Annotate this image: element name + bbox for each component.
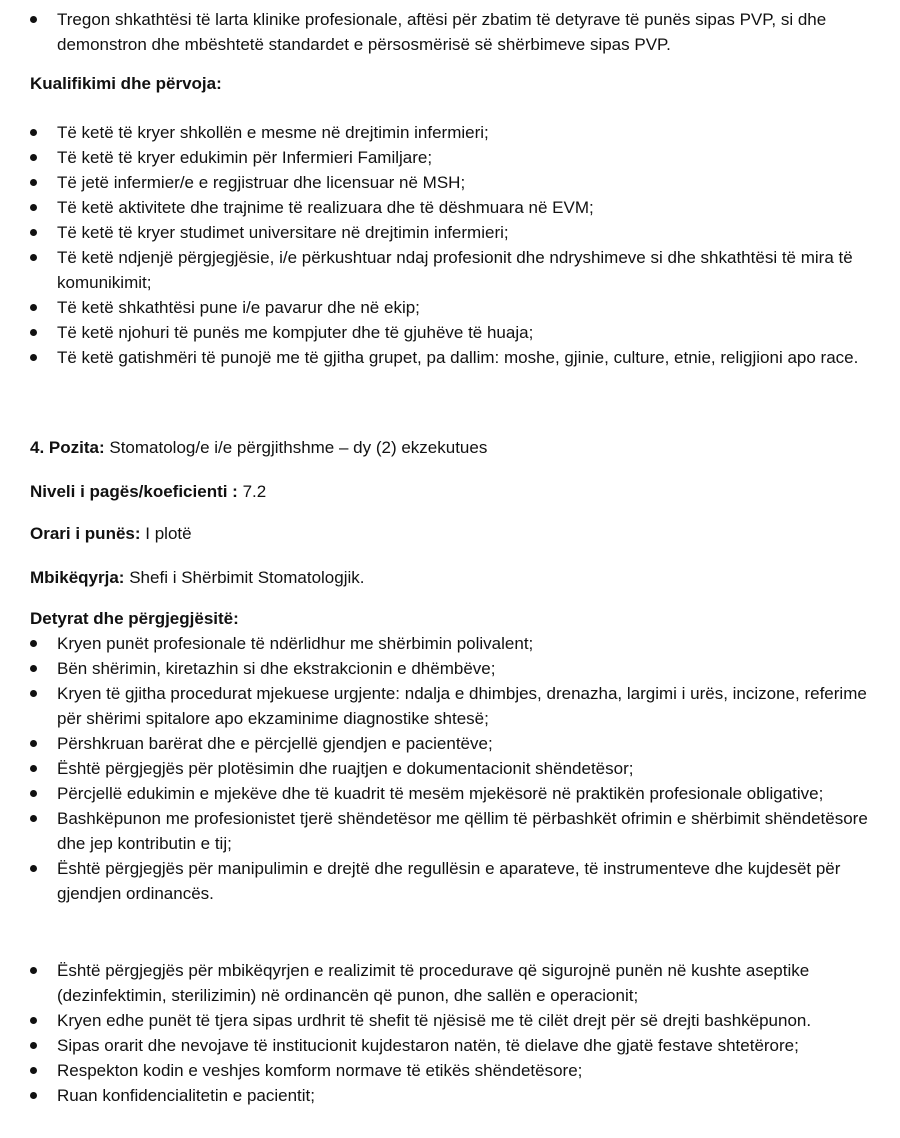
list-item: Të jetë infermier/e e regjistruar dhe licensuar në MSH; bbox=[0, 170, 900, 195]
duties-heading: Detyrat dhe përgjegjësitë: bbox=[30, 609, 239, 628]
list-item: Tregon shkathtësi të larta klinike profesionale, aftësi për zbatim të detyrave të punës sipas PVP, si dhe demonstron dhe mbështetë standardet e përsosmërisë së shërbimeve sipas PVP. bbox=[0, 7, 900, 57]
list-item: Të ketë ndjenjë përgjegjësie, i/e përkushtuar ndaj profesionit dhe ndryshimeve si dhe shkathtësi të mira të komunikimit; bbox=[0, 245, 900, 295]
list-item: Kryen edhe punët të tjera sipas urdhrit të shefit të njësisë me të cilët drejt për së drejti bashkëpunon. bbox=[0, 1008, 900, 1033]
list-item: Bën shërimin, kiretazhin si dhe ekstrakcionin e dhëmbëve; bbox=[0, 656, 900, 681]
qualification-heading: Kualifikimi dhe përvoja: bbox=[30, 74, 222, 93]
list-item: Të ketë gatishmëri të punojë me të gjitha grupet, pa dallim: moshe, gjinie, culture, etnie, religjioni apo race. bbox=[0, 345, 900, 370]
list-item: Respekton kodin e veshjes komform normave të etikës shëndetësore; bbox=[0, 1058, 900, 1083]
duties-list-continued bbox=[0, 958, 900, 1108]
list-item: Bashkëpunon me profesionistet tjerë shëndetësor me qëllim të përbashkët ofrimin e shërbimit shëndetësore dhe jep kontributin e tij; bbox=[0, 806, 900, 856]
schedule-label: Orari i punës: bbox=[30, 524, 141, 543]
position-line bbox=[30, 435, 872, 460]
list-item: Kryen të gjitha procedurat mjekuese urgjente: ndalja e dhimbjes, drenazha, largimi i urës, incizone, referime për shërimi spitalore apo ekzaminime diagnostike shtesë; bbox=[0, 681, 900, 731]
list-item: Të ketë njohuri të punës me kompjuter dhe të gjuhëve të huaja; bbox=[0, 320, 900, 345]
pay-line bbox=[30, 479, 872, 504]
pay-label: Niveli i pagës/koeficienti : bbox=[30, 482, 238, 501]
list-item: Të ketë shkathtësi pune i/e pavarur dhe në ekip; bbox=[0, 295, 900, 320]
supervision-line bbox=[30, 565, 872, 590]
list-item: Është përgjegjës për manipulimin e drejtë dhe regullësin e aparateve, të instrumenteve dhe kujdesët për gjendjen ordinancës. bbox=[0, 856, 900, 906]
supervision-label: Mbikëqyrja: bbox=[30, 568, 125, 587]
schedule-line bbox=[30, 521, 872, 546]
list-item: Ruan konfidencialitetin e pacientit; bbox=[0, 1083, 900, 1108]
list-item: Është përgjegjës për plotësimin dhe ruajtjen e dokumentacionit shëndetësor; bbox=[0, 756, 900, 781]
list-item: Të ketë aktivitete dhe trajnime të realizuara dhe të dëshmuara në EVM; bbox=[0, 195, 900, 220]
list-item: Sipas orarit dhe nevojave të institucionit kujdestaron natën, të dielave dhe gjatë festave shtetërore; bbox=[0, 1033, 900, 1058]
list-item: Përshkruan barërat dhe e përcjellë gjendjen e pacientëve; bbox=[0, 731, 900, 756]
list-item: Përcjellë edukimin e mjekëve dhe të kuadrit të mesëm mjekësorë në praktikën profesionale obligative; bbox=[0, 781, 900, 806]
top-bullet-list bbox=[0, 7, 900, 57]
pay-value: 7.2 bbox=[242, 482, 267, 501]
list-item: Është përgjegjës për mbikëqyrjen e realizimit të procedurave që sigurojnë punën në kushte aseptike (dezinfektimin, sterilizimin) në ordinancën që punon, dhe sallën e operacionit; bbox=[0, 958, 900, 1008]
schedule-value: I plotë bbox=[145, 524, 192, 543]
supervision-value: Shefi i Shërbimit Stomatologjik. bbox=[129, 568, 365, 587]
list-item: Kryen punët profesionale të ndërlidhur me shërbimin polivalent; bbox=[0, 631, 900, 656]
list-item: Të ketë të kryer studimet universitare në drejtimin infermieri; bbox=[0, 220, 900, 245]
position-label: 4. Pozita: bbox=[30, 438, 105, 457]
position-value: Stomatolog/e i/e përgjithshme – dy (2) ekzekutues bbox=[109, 438, 488, 457]
list-item: Të ketë të kryer edukimin për Infermieri Familjare; bbox=[0, 145, 900, 170]
list-item: Të ketë të kryer shkollën e mesme në drejtimin infermieri; bbox=[0, 120, 900, 145]
duties-list bbox=[0, 631, 900, 906]
qualification-list bbox=[0, 120, 900, 370]
